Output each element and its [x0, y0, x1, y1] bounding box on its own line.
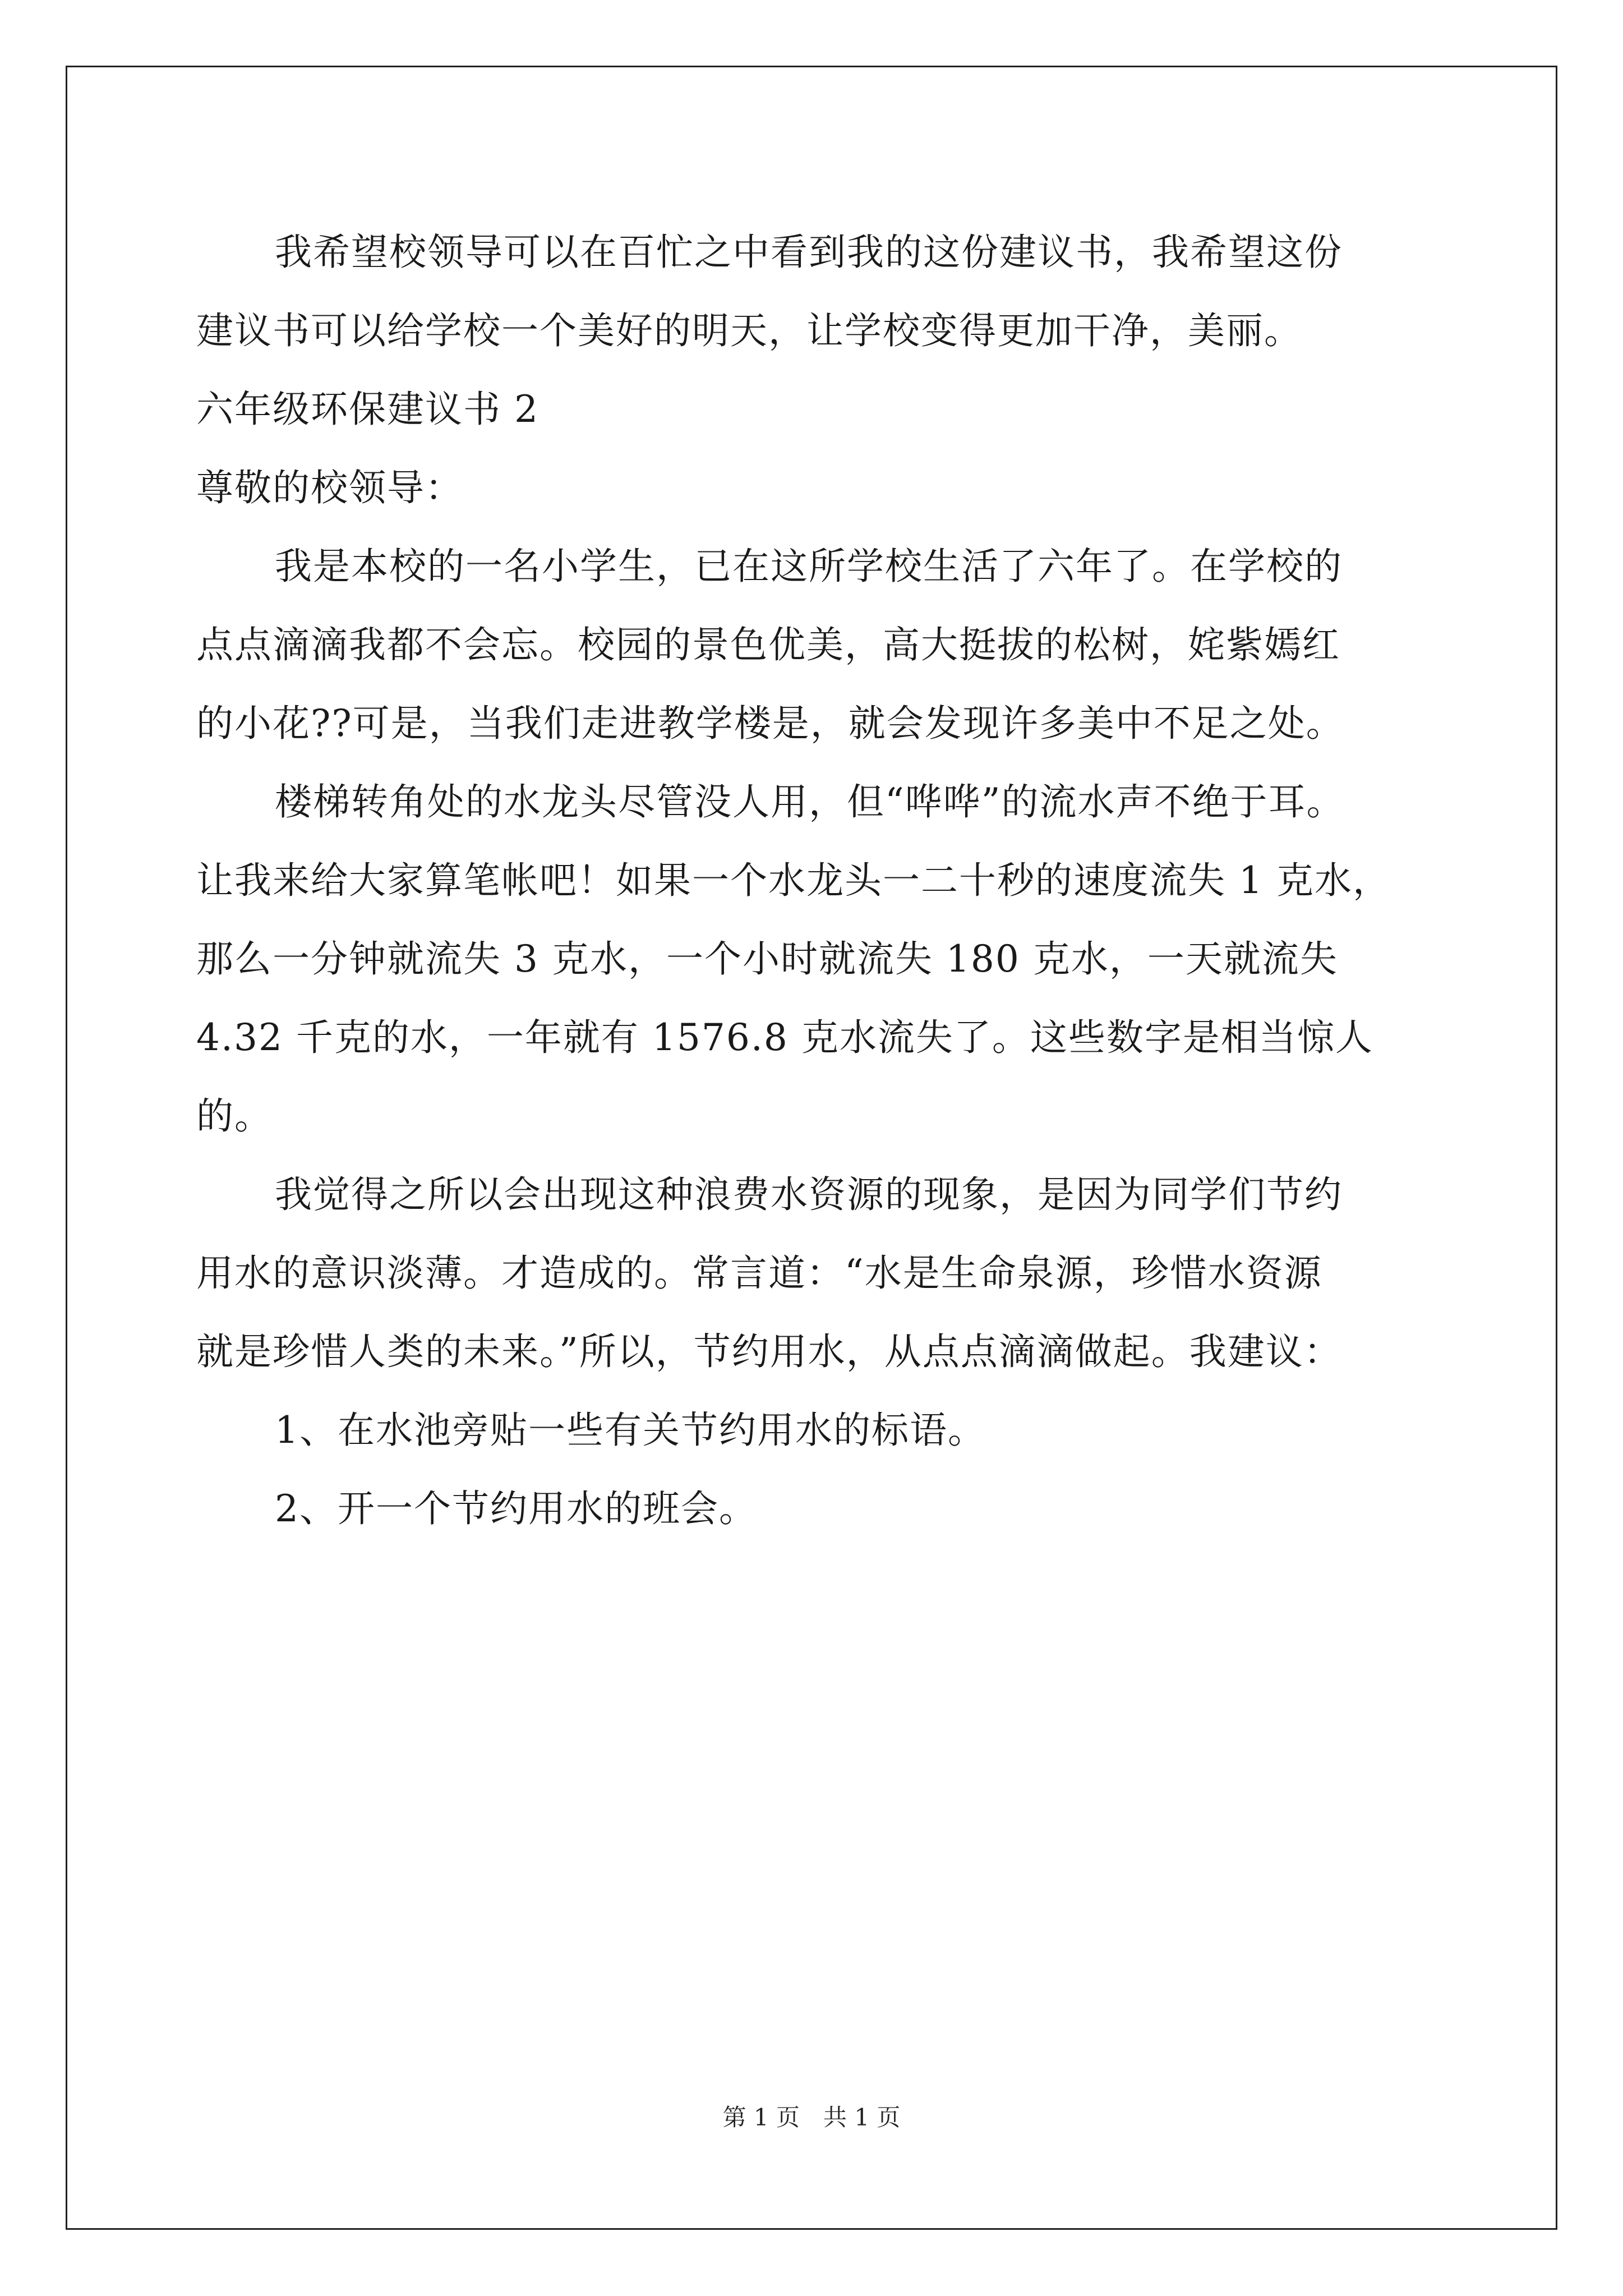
paragraph-line: 那么一分钟就流失 3 克水，一个小时就流失 180 克水，一天就流失 [196, 937, 1338, 981]
paragraph-line: 的。 [196, 1094, 273, 1138]
paragraph-line: 就是珍惜人类的未来。”所以，节约用水，从点点滴滴做起。我建议： [196, 1330, 1342, 1373]
paragraph-line: 建议书可以给学校一个美好的明天，让学校变得更加干净，美丽。 [196, 309, 1302, 352]
salutation: 尊敬的校领导： [196, 466, 463, 509]
paragraph-line: 的小花??可是，当我们走进教学楼是，就会发现许多美中不足之处。 [196, 702, 1344, 745]
section-title: 六年级环保建议书 2 [196, 388, 539, 431]
paragraph-line: 4.32 千克的水，一年就有 1576.8 克水流失了。这些数字是相当惊人 [196, 1016, 1373, 1059]
list-item: 2、开一个节约用水的班会。 [275, 1487, 757, 1530]
paragraph-line: 我希望校领导可以在百忙之中看到我的这份建议书，我希望这份 [275, 231, 1343, 274]
paragraph-line: 我觉得之所以会出现这种浪费水资源的现象，是因为同学们节约 [275, 1173, 1343, 1216]
paragraph-line: 用水的意识淡薄。才造成的。常言道：“水是生命泉源，珍惜水资源 [196, 1251, 1322, 1295]
paragraph-line: 让我来给大家算笔帐吧！如果一个水龙头一二十秒的速度流失 1 克水， [196, 859, 1391, 902]
paragraph-line: 点点滴滴我都不会忘。校园的景色优美，高大挺拔的松树，姹紫嫣红 [196, 623, 1340, 666]
paragraph-line: 楼梯转角处的水龙头尽管没人用，但“哗哗”的流水声不绝于耳。 [275, 780, 1345, 823]
paragraph-line: 我是本校的一名小学生，已在这所学校生活了六年了。在学校的 [275, 545, 1343, 588]
list-item: 1、在水池旁贴一些有关节约用水的标语。 [275, 1409, 986, 1452]
page-footer: 第 1 页 共 1 页 [722, 2104, 901, 2131]
